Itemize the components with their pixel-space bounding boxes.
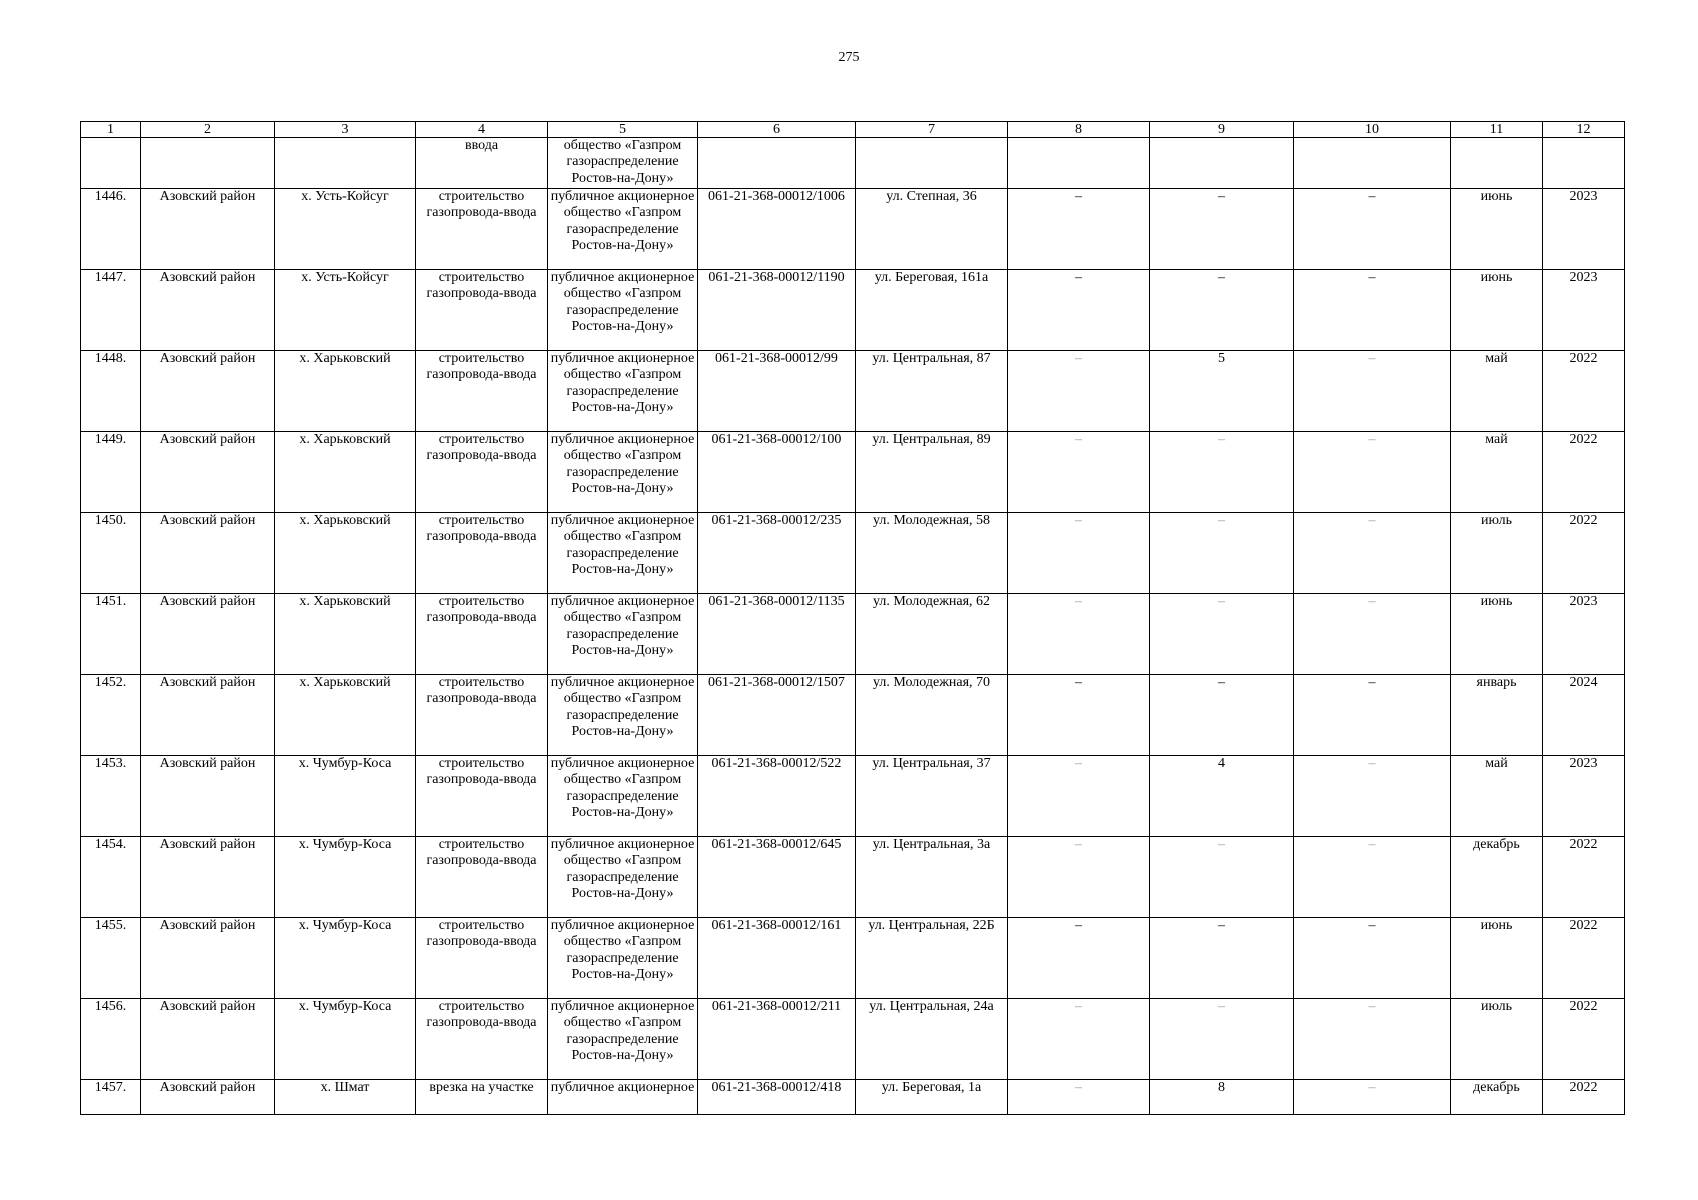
- row-number-cell: 1447.: [81, 270, 141, 351]
- col8-cell: –: [1008, 594, 1150, 675]
- work-type-cell: строительство газопровода-ввода: [416, 270, 548, 351]
- table-row: [81, 189, 1625, 270]
- column-header: 12: [1543, 122, 1625, 138]
- code-cell: 061-21-368-00012/1507: [698, 675, 856, 756]
- month-cell: декабрь: [1451, 1080, 1543, 1115]
- col10-cell: –: [1294, 594, 1451, 675]
- year-cell: 2022: [1543, 513, 1625, 594]
- work-type-cell: строительство газопровода-ввода: [416, 513, 548, 594]
- code-cell: 061-21-368-00012/418: [698, 1080, 856, 1115]
- work-type-cell: строительство газопровода-ввода: [416, 675, 548, 756]
- col8-cell: –: [1008, 351, 1150, 432]
- row-number-cell: 1457.: [81, 1080, 141, 1115]
- row-number-cell: 1448.: [81, 351, 141, 432]
- col9-cell: –: [1150, 594, 1294, 675]
- table-cell: [1451, 138, 1543, 189]
- column-header: 4: [416, 122, 548, 138]
- month-cell: июнь: [1451, 918, 1543, 999]
- settlement-cell: х. Харьковский: [275, 351, 416, 432]
- row-number-cell: 1446.: [81, 189, 141, 270]
- district-cell: Азовский район: [141, 351, 275, 432]
- col10-cell: –: [1294, 999, 1451, 1080]
- table-row: [81, 270, 1625, 351]
- address-cell: ул. Центральная, 37: [856, 756, 1008, 837]
- district-cell: Азовский район: [141, 513, 275, 594]
- column-number-row: [81, 122, 1625, 138]
- table-row: [81, 351, 1625, 432]
- column-header: 1: [81, 122, 141, 138]
- year-cell: 2024: [1543, 675, 1625, 756]
- year-cell: 2022: [1543, 351, 1625, 432]
- column-header: 8: [1008, 122, 1150, 138]
- district-cell: Азовский район: [141, 999, 275, 1080]
- month-cell: июнь: [1451, 189, 1543, 270]
- column-header: 9: [1150, 122, 1294, 138]
- table-row: [81, 999, 1625, 1080]
- month-cell: май: [1451, 351, 1543, 432]
- month-cell: декабрь: [1451, 837, 1543, 918]
- col9-cell: 5: [1150, 351, 1294, 432]
- col9-cell: –: [1150, 837, 1294, 918]
- settlement-cell: х. Харьковский: [275, 675, 416, 756]
- organization-cell: публичное акционерное общество «Газпром газораспределение Ростов-на-Дону»: [548, 270, 698, 351]
- table-row: [81, 594, 1625, 675]
- column-header: 5: [548, 122, 698, 138]
- organization-cell: публичное акционерное общество «Газпром газораспределение Ростов-на-Дону»: [548, 594, 698, 675]
- year-cell: 2023: [1543, 189, 1625, 270]
- table-row: [81, 675, 1625, 756]
- table-cell: [1150, 138, 1294, 189]
- month-cell: май: [1451, 432, 1543, 513]
- organization-cell: публичное акционерное общество «Газпром газораспределение Ростов-на-Дону»: [548, 918, 698, 999]
- col8-cell: –: [1008, 513, 1150, 594]
- col10-cell: –: [1294, 189, 1451, 270]
- address-cell: ул. Молодежная, 58: [856, 513, 1008, 594]
- work-type-cell: строительство газопровода-ввода: [416, 918, 548, 999]
- work-type-cell: строительство газопровода-ввода: [416, 351, 548, 432]
- table-row: [81, 756, 1625, 837]
- district-cell: Азовский район: [141, 1080, 275, 1115]
- district-cell: Азовский район: [141, 432, 275, 513]
- organization-cell: публичное акционерное общество «Газпром газораспределение Ростов-на-Дону»: [548, 432, 698, 513]
- district-cell: Азовский район: [141, 189, 275, 270]
- code-cell: 061-21-368-00012/161: [698, 918, 856, 999]
- col9-cell: –: [1150, 432, 1294, 513]
- col9-cell: 8: [1150, 1080, 1294, 1115]
- code-cell: 061-21-368-00012/1135: [698, 594, 856, 675]
- work-type-cell: врезка на участке: [416, 1080, 548, 1115]
- month-cell: январь: [1451, 675, 1543, 756]
- col9-cell: –: [1150, 270, 1294, 351]
- year-cell: 2022: [1543, 999, 1625, 1080]
- col8-cell: –: [1008, 189, 1150, 270]
- col9-cell: –: [1150, 189, 1294, 270]
- table-row: [81, 1080, 1625, 1115]
- table-row: [81, 432, 1625, 513]
- district-cell: Азовский район: [141, 918, 275, 999]
- code-cell: 061-21-368-00012/99: [698, 351, 856, 432]
- code-cell: 061-21-368-00012/522: [698, 756, 856, 837]
- address-cell: ул. Степная, 36: [856, 189, 1008, 270]
- column-header: 11: [1451, 122, 1543, 138]
- column-header: 2: [141, 122, 275, 138]
- table-cell: [1008, 138, 1150, 189]
- year-cell: 2022: [1543, 1080, 1625, 1115]
- col8-cell: –: [1008, 1080, 1150, 1115]
- month-cell: июнь: [1451, 594, 1543, 675]
- col10-cell: –: [1294, 1080, 1451, 1115]
- row-number-cell: 1450.: [81, 513, 141, 594]
- data-table: [80, 121, 1625, 1115]
- settlement-cell: х. Шмат: [275, 1080, 416, 1115]
- col9-cell: –: [1150, 675, 1294, 756]
- col8-cell: –: [1008, 756, 1150, 837]
- code-cell: 061-21-368-00012/645: [698, 837, 856, 918]
- table-row: [81, 837, 1625, 918]
- table-row: [81, 513, 1625, 594]
- work-type-cell: строительство газопровода-ввода: [416, 432, 548, 513]
- col9-cell: –: [1150, 918, 1294, 999]
- district-cell: Азовский район: [141, 594, 275, 675]
- organization-cell: общество «Газпром газораспределение Ростов-на-Дону»: [548, 138, 698, 189]
- organization-cell: публичное акционерное общество «Газпром газораспределение Ростов-на-Дону»: [548, 513, 698, 594]
- col9-cell: –: [1150, 999, 1294, 1080]
- settlement-cell: х. Чумбур-Коса: [275, 918, 416, 999]
- year-cell: 2023: [1543, 756, 1625, 837]
- organization-cell: публичное акционерное общество «Газпром газораспределение Ростов-на-Дону»: [548, 189, 698, 270]
- col9-cell: 4: [1150, 756, 1294, 837]
- col9-cell: –: [1150, 513, 1294, 594]
- col8-cell: –: [1008, 270, 1150, 351]
- table-cell: [81, 138, 141, 189]
- col8-cell: –: [1008, 918, 1150, 999]
- row-number-cell: 1449.: [81, 432, 141, 513]
- row-number-cell: 1456.: [81, 999, 141, 1080]
- organization-cell: публичное акционерное: [548, 1080, 698, 1115]
- table-row: [81, 918, 1625, 999]
- address-cell: ул. Береговая, 1а: [856, 1080, 1008, 1115]
- row-number-cell: 1453.: [81, 756, 141, 837]
- row-number-cell: 1451.: [81, 594, 141, 675]
- col10-cell: –: [1294, 270, 1451, 351]
- settlement-cell: х. Чумбур-Коса: [275, 999, 416, 1080]
- table-cell: [1543, 138, 1625, 189]
- settlement-cell: х. Чумбур-Коса: [275, 756, 416, 837]
- settlement-cell: х. Усть-Койсуг: [275, 189, 416, 270]
- address-cell: ул. Центральная, 87: [856, 351, 1008, 432]
- code-cell: 061-21-368-00012/211: [698, 999, 856, 1080]
- address-cell: ул. Центральная, 3а: [856, 837, 1008, 918]
- settlement-cell: х. Чумбур-Коса: [275, 837, 416, 918]
- address-cell: ул. Молодежная, 62: [856, 594, 1008, 675]
- district-cell: Азовский район: [141, 837, 275, 918]
- col10-cell: –: [1294, 432, 1451, 513]
- col8-cell: –: [1008, 837, 1150, 918]
- col8-cell: –: [1008, 999, 1150, 1080]
- year-cell: 2022: [1543, 918, 1625, 999]
- work-type-cell: строительство газопровода-ввода: [416, 756, 548, 837]
- col10-cell: –: [1294, 756, 1451, 837]
- col8-cell: –: [1008, 432, 1150, 513]
- table-cell: [1294, 138, 1451, 189]
- table-cell: [856, 138, 1008, 189]
- col10-cell: –: [1294, 918, 1451, 999]
- address-cell: ул. Центральная, 24а: [856, 999, 1008, 1080]
- work-type-cell: строительство газопровода-ввода: [416, 594, 548, 675]
- month-cell: май: [1451, 756, 1543, 837]
- col10-cell: –: [1294, 675, 1451, 756]
- address-cell: ул. Центральная, 89: [856, 432, 1008, 513]
- settlement-cell: х. Усть-Койсуг: [275, 270, 416, 351]
- organization-cell: публичное акционерное общество «Газпром газораспределение Ростов-на-Дону»: [548, 675, 698, 756]
- month-cell: июль: [1451, 513, 1543, 594]
- address-cell: ул. Молодежная, 70: [856, 675, 1008, 756]
- row-number-cell: 1455.: [81, 918, 141, 999]
- month-cell: июль: [1451, 999, 1543, 1080]
- col10-cell: –: [1294, 513, 1451, 594]
- col10-cell: –: [1294, 837, 1451, 918]
- col8-cell: –: [1008, 675, 1150, 756]
- settlement-cell: х. Харьковский: [275, 432, 416, 513]
- year-cell: 2022: [1543, 432, 1625, 513]
- row-number-cell: 1452.: [81, 675, 141, 756]
- code-cell: 061-21-368-00012/100: [698, 432, 856, 513]
- row-number-cell: 1454.: [81, 837, 141, 918]
- table-cell: [698, 138, 856, 189]
- continuation-row: [81, 138, 1625, 189]
- district-cell: Азовский район: [141, 270, 275, 351]
- code-cell: 061-21-368-00012/235: [698, 513, 856, 594]
- work-type-cell: строительство газопровода-ввода: [416, 999, 548, 1080]
- column-header: 6: [698, 122, 856, 138]
- table-cell: [275, 138, 416, 189]
- organization-cell: публичное акционерное общество «Газпром газораспределение Ростов-на-Дону»: [548, 837, 698, 918]
- year-cell: 2023: [1543, 594, 1625, 675]
- table-cell: [141, 138, 275, 189]
- column-header: 3: [275, 122, 416, 138]
- code-cell: 061-21-368-00012/1190: [698, 270, 856, 351]
- organization-cell: публичное акционерное общество «Газпром газораспределение Ростов-на-Дону»: [548, 999, 698, 1080]
- col10-cell: –: [1294, 351, 1451, 432]
- district-cell: Азовский район: [141, 756, 275, 837]
- district-cell: Азовский район: [141, 675, 275, 756]
- year-cell: 2023: [1543, 270, 1625, 351]
- settlement-cell: х. Харьковский: [275, 594, 416, 675]
- settlement-cell: х. Харьковский: [275, 513, 416, 594]
- organization-cell: публичное акционерное общество «Газпром газораспределение Ростов-на-Дону»: [548, 756, 698, 837]
- address-cell: ул. Береговая, 161а: [856, 270, 1008, 351]
- page-number: 275: [838, 50, 860, 65]
- work-type-cell: ввода: [416, 138, 548, 189]
- code-cell: 061-21-368-00012/1006: [698, 189, 856, 270]
- year-cell: 2022: [1543, 837, 1625, 918]
- month-cell: июнь: [1451, 270, 1543, 351]
- work-type-cell: строительство газопровода-ввода: [416, 837, 548, 918]
- address-cell: ул. Центральная, 22Б: [856, 918, 1008, 999]
- organization-cell: публичное акционерное общество «Газпром газораспределение Ростов-на-Дону»: [548, 351, 698, 432]
- column-header: 10: [1294, 122, 1451, 138]
- work-type-cell: строительство газопровода-ввода: [416, 189, 548, 270]
- column-header: 7: [856, 122, 1008, 138]
